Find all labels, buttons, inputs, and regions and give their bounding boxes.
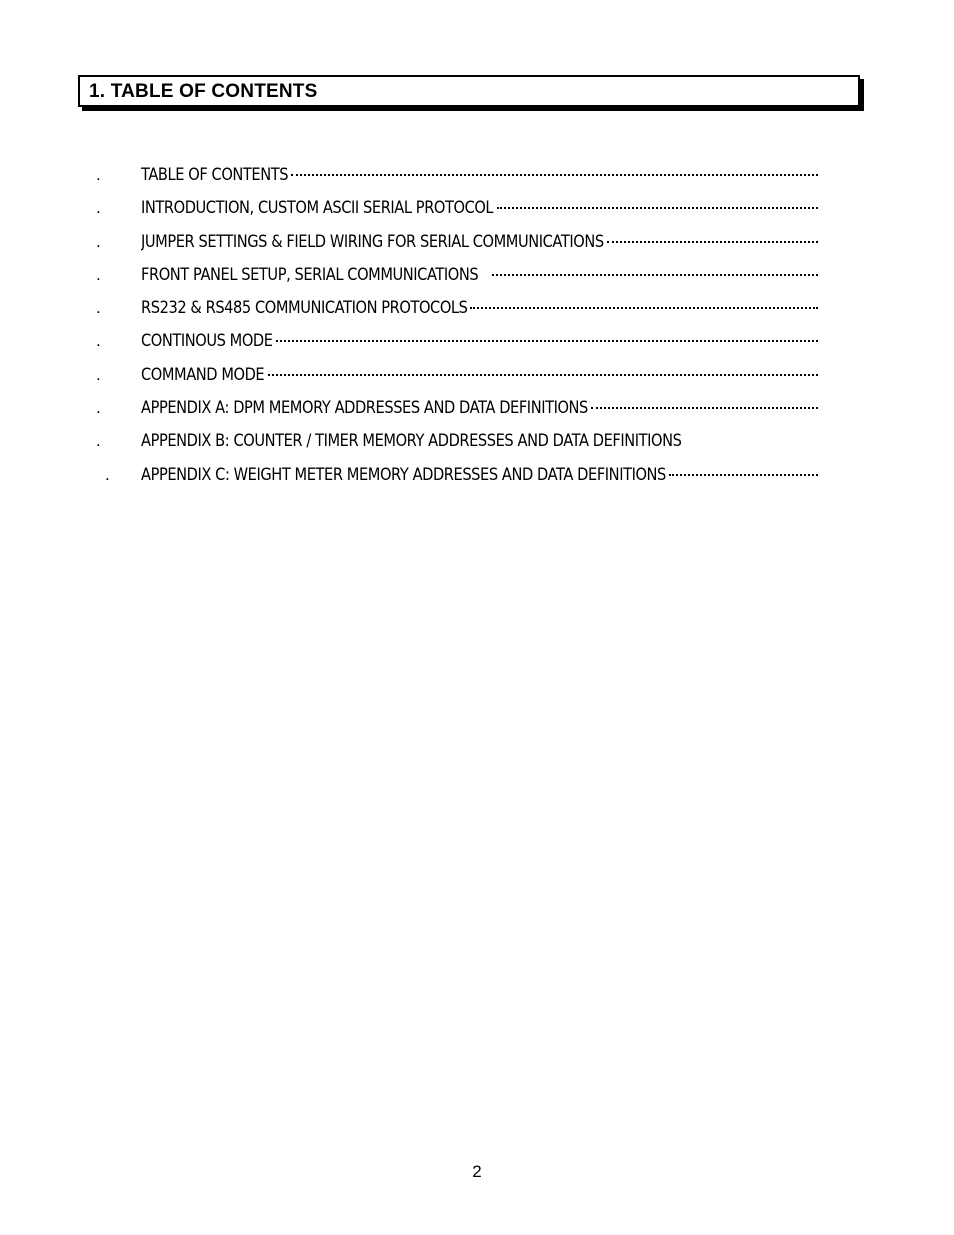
toc-bullet: . — [96, 264, 101, 284]
dot-leader — [291, 174, 818, 176]
toc-bullet: . — [96, 398, 101, 418]
dot-leader — [268, 374, 818, 376]
toc-line — [141, 363, 818, 387]
toc-line — [141, 196, 818, 220]
toc-bullet: . — [96, 231, 101, 251]
toc-entry[interactable] — [0, 263, 954, 296]
toc-line — [141, 396, 818, 420]
toc-title: APPENDIX C: WEIGHT METER MEMORY ADDRESSES AND DATA DEFINITIONS — [141, 464, 666, 485]
toc-bullet: . — [105, 464, 110, 484]
toc-entry[interactable] — [0, 230, 954, 263]
toc-line — [141, 263, 818, 287]
toc-title: JUMPER SETTINGS & FIELD WIRING FOR SERIAL COMMUNICATIONS — [141, 231, 604, 252]
dot-leader — [470, 307, 818, 309]
toc-line — [141, 429, 818, 453]
toc-line — [141, 296, 818, 320]
toc-entry[interactable] — [0, 329, 954, 362]
toc-entry[interactable] — [0, 463, 954, 496]
toc-entry[interactable] — [0, 163, 954, 196]
dot-leader — [669, 474, 818, 476]
toc-entry[interactable] — [0, 363, 954, 396]
dot-leader — [591, 407, 818, 409]
toc-line — [141, 463, 818, 487]
toc-entry[interactable] — [0, 296, 954, 329]
toc-title: FRONT PANEL SETUP, SERIAL COMMUNICATIONS — [141, 264, 479, 285]
toc-title: APPENDIX B: COUNTER / TIMER MEMORY ADDRESSES AND DATA DEFINITIONS — [141, 431, 682, 452]
section-heading-box — [78, 75, 860, 107]
toc-bullet: . — [96, 298, 101, 318]
toc-title: RS232 & RS485 COMMUNICATION PROTOCOLS — [141, 298, 468, 319]
table-of-contents — [0, 163, 954, 496]
toc-title: INTRODUCTION, CUSTOM ASCII SERIAL PROTOCOL — [141, 198, 494, 219]
toc-entry[interactable] — [0, 196, 954, 229]
toc-bullet: . — [96, 165, 101, 184]
dot-leader — [276, 340, 818, 342]
dot-leader — [497, 207, 818, 209]
toc-title: TABLE OF CONTENTS — [141, 165, 289, 185]
toc-title: APPENDIX A: DPM MEMORY ADDRESSES AND DATA DEFINITIONS — [141, 398, 588, 419]
dot-leader — [607, 241, 818, 243]
toc-line — [141, 230, 818, 254]
toc-line — [141, 329, 818, 353]
toc-entry[interactable] — [0, 429, 954, 462]
toc-entry[interactable] — [0, 396, 954, 429]
dot-leader — [492, 274, 818, 276]
page-number: 2 — [472, 1162, 482, 1181]
toc-line — [141, 163, 818, 187]
toc-bullet: . — [96, 331, 101, 351]
toc-title: COMMAND MODE — [141, 364, 265, 385]
section-heading: 1. TABLE OF CONTENTS — [89, 81, 318, 102]
toc-bullet: . — [96, 198, 101, 218]
toc-bullet: . — [96, 364, 101, 384]
toc-title: CONTINOUS MODE — [141, 331, 273, 352]
toc-bullet: . — [96, 431, 101, 451]
